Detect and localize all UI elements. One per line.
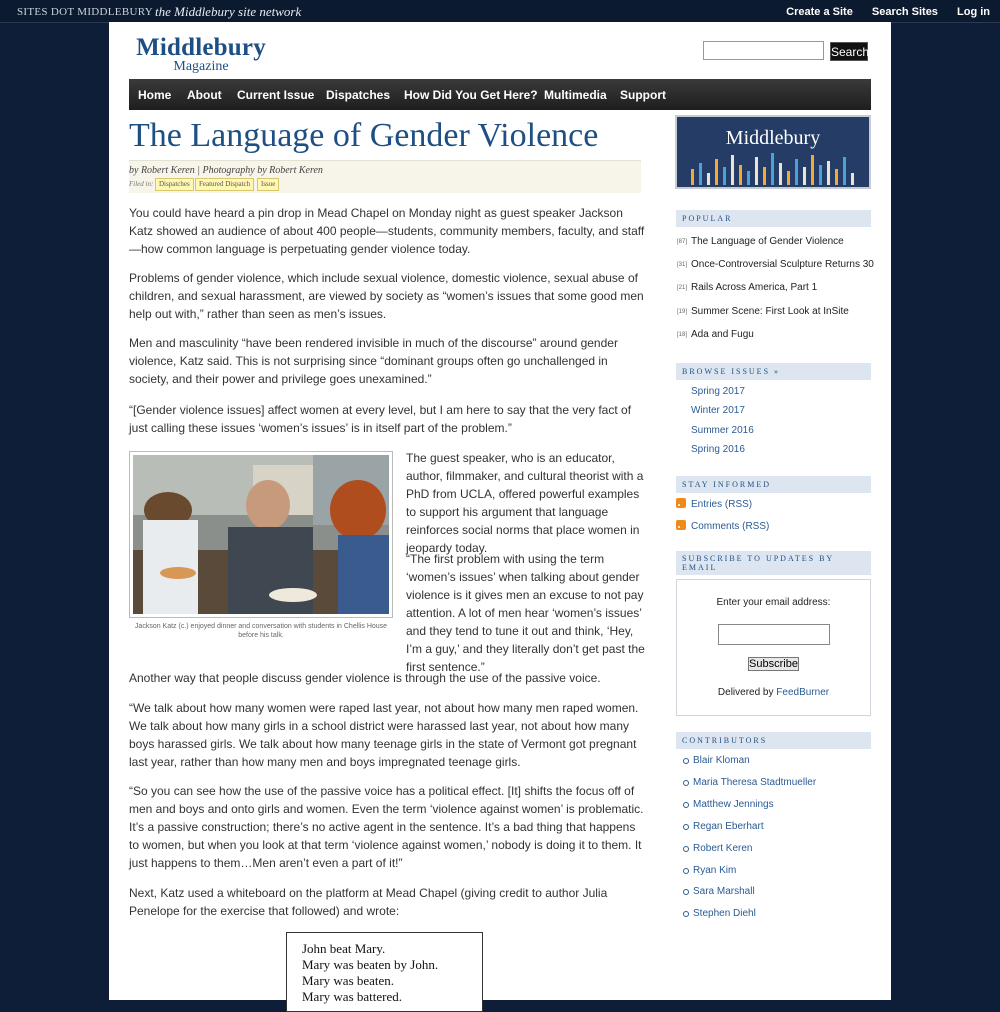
popular-item[interactable] <box>677 329 872 340</box>
contributor-link[interactable]: Sara Marshall <box>693 886 755 897</box>
popular-item[interactable] <box>677 306 872 317</box>
contributor-link[interactable]: Blair Kloman <box>693 755 750 766</box>
article-paragraph: Another way that people discuss gender violence is through the use of the passive voice. <box>129 671 601 685</box>
middlebury-banner[interactable] <box>675 115 871 189</box>
article-paragraph: Next, Katz used a whiteboard on the platform at Mead Chapel (giving credit to author Julia Penelope for the exercise that followed) and wrote: <box>129 886 608 918</box>
article-photo-frame <box>129 451 393 618</box>
popular-item[interactable] <box>677 282 872 293</box>
popular-title[interactable]: Summer Scene: First Look at InSite <box>691 306 849 317</box>
contributor-link[interactable]: Regan Eberhart <box>693 821 764 832</box>
whiteboard-line: Mary was beaten by John. <box>302 957 439 972</box>
subscribe-heading: SUBSCRIBE TO UPDATES BY EMAIL <box>676 551 871 575</box>
stay-informed-heading: STAY INFORMED <box>676 476 871 493</box>
contributor-link[interactable]: Stephen Diehl <box>693 908 756 919</box>
delivered-by <box>677 687 870 698</box>
feedburner-link[interactable]: FeedBurner <box>776 687 830 698</box>
popular-heading: POPULAR <box>676 210 871 227</box>
popular-count: [31] <box>677 262 688 268</box>
contributors-heading: CONTRIBUTORS <box>676 732 871 749</box>
issue-link[interactable]: Winter 2017 <box>691 405 745 416</box>
nav-dispatches[interactable]: Dispatches <box>326 88 391 102</box>
article-photo[interactable] <box>133 455 389 614</box>
photo-caption: Jackson Katz (c.) enjoyed dinner and conversation with students in Chellis House before his talk. <box>134 623 388 639</box>
whiteboard-image <box>286 932 483 1012</box>
tag-issue[interactable]: Issue <box>257 178 279 191</box>
popular-count: [87] <box>677 239 688 245</box>
banner-bars-graphic <box>677 117 869 187</box>
nav-multimedia[interactable]: Multimedia <box>544 88 607 102</box>
article-paragraph: Men and masculinity “have been rendered invisible in much of the discourse” around gender violence, Katz said. This is not surprising since “dominant groups often go unchallenged in society, and their power and privilege goes unexamined.” <box>129 336 618 386</box>
contributor-link[interactable]: Matthew Jennings <box>693 799 774 810</box>
popular-title[interactable]: Rails Across America, Part 1 <box>691 282 818 293</box>
comments-rss-link[interactable] <box>676 520 769 532</box>
popular-item[interactable] <box>677 236 872 247</box>
article-paragraph: “We talk about how many women were raped last year, not about how many men raped women. We talk about how many girls in a school district were harassed last year, not about how many boys harassed girls. We talk about how many teenage girls in the state of Vermont got pregnant last year, rather than how many men and boys impregnated teenage girls. <box>129 701 639 769</box>
nav-how-did-you-get-here[interactable]: How Did You Get Here? <box>404 88 538 102</box>
search-input[interactable] <box>703 41 824 60</box>
article-byline: by Robert Keren | Photography by Robert Keren <box>129 165 323 176</box>
article-paragraph: Problems of gender violence, which include sexual violence, domestic violence, sexual abuse of children, and sexual harassment, are viewed by society as “women’s issues that some good men help out with,” rather than seen as men’s issues. <box>129 271 644 321</box>
article-paragraph: “The first problem with using the term ‘women’s issues’ when talking about gender violence is it gives men an excuse to not pay attention. A lot of men hear ‘women’s issues’ and they tend to tune it out and think, ‘Hey, I’m a guy,’ and they literally don’t get past the first sentence.” <box>406 552 645 674</box>
article-paragraph: The guest speaker, who is an educator, author, filmmaker, and cultural theorist with a PhD from UCLA, offered powerful examples to support his argument that language reinforces social norms that place women in jeopardy today. <box>406 451 644 555</box>
nav-about[interactable]: About <box>187 88 222 102</box>
search-sites-link[interactable]: Search Sites <box>871 6 938 18</box>
browse-issues-heading[interactable]: BROWSE ISSUES » <box>676 363 871 380</box>
filed-in-label: Filed in: <box>129 180 154 188</box>
popular-title[interactable]: Once-Controversial Sculpture Returns 30 <box>691 259 874 270</box>
popular-count: [18] <box>677 332 688 338</box>
issue-link[interactable]: Spring 2017 <box>691 386 745 397</box>
photo-illustration <box>133 455 389 614</box>
network-links <box>770 6 990 18</box>
email-label: Enter your email address: <box>716 597 831 608</box>
email-input[interactable] <box>718 624 830 645</box>
popular-count: [19] <box>677 309 688 315</box>
issue-link[interactable]: Summer 2016 <box>691 425 754 436</box>
logo-word-middlebury: Middlebury <box>136 34 266 61</box>
whiteboard-line: Mary was battered. <box>302 989 402 1004</box>
popular-item[interactable] <box>677 259 872 270</box>
article-paragraph: You could have heard a pin drop in Mead Chapel on Monday night as guest speaker Jackson Katz showed an audience of about 400 people—students, community members, faculty, and staff—how common language is perpetuating gender violence today. <box>129 206 645 256</box>
rss-icon <box>676 498 686 508</box>
popular-title[interactable]: The Language of Gender Violence <box>691 236 844 247</box>
page-container <box>109 22 891 1004</box>
popular-title[interactable]: Ada and Fugu <box>691 329 754 340</box>
nav-current-issue[interactable]: Current Issue <box>237 88 315 102</box>
contributor-link[interactable]: Ryan Kim <box>693 865 737 876</box>
article-paragraph: “So you can see how the use of the passive voice has a political effect. [It] shifts the focus off of men and boys and onto girls and women. Even the term ‘violence against women’ is problematic. It’s a passive construction; there’s no active agent in the sentence. It’s a bad thing that happens to women, but when you look at that term ‘violence against women,’ nobody is doing it to them. It just happens to them…Men aren’t even a part of it!” <box>129 784 644 870</box>
issue-link[interactable]: Spring 2016 <box>691 444 745 455</box>
comments-rss-label[interactable]: Comments (RSS) <box>691 521 770 532</box>
network-tagline[interactable]: the Middlebury site network <box>155 4 302 19</box>
contributor-link[interactable]: Robert Keren <box>693 843 753 854</box>
main-nav <box>129 79 871 110</box>
nav-home[interactable]: Home <box>138 88 172 102</box>
delivered-by-label: Delivered by <box>717 687 774 698</box>
entries-rss-link[interactable] <box>676 498 752 510</box>
article-paragraph: “[Gender violence issues] affect women at every level, but I am here to say that the very fact of just calling these issues ‘women’s issues’ is in itself part of the problem.” <box>129 403 632 435</box>
logo-word-magazine: Magazine <box>173 59 229 74</box>
login-link[interactable]: Log in <box>957 6 990 18</box>
banner-wordmark: Middlebury <box>725 127 821 149</box>
article-title: The Language of Gender Violence <box>129 117 599 154</box>
article-meta <box>129 160 641 193</box>
subscribe-box <box>676 579 871 716</box>
tag-featured-dispatch[interactable]: Featured Dispatch <box>195 178 254 191</box>
site-logo[interactable] <box>131 34 271 74</box>
popular-count: [21] <box>677 285 688 291</box>
subscribe-button[interactable]: Subscribe <box>749 658 798 670</box>
rss-icon <box>676 520 686 530</box>
contributor-link[interactable]: Maria Theresa Stadtmueller <box>693 777 817 788</box>
create-site-link[interactable]: Create a Site <box>786 6 853 18</box>
nav-support[interactable]: Support <box>620 88 666 102</box>
entries-rss-label[interactable]: Entries (RSS) <box>691 499 753 510</box>
network-brand[interactable]: SITES DOT MIDDLEBURY <box>17 6 153 18</box>
whiteboard-line: Mary was beaten. <box>302 973 395 988</box>
tag-dispatches[interactable]: Dispatches <box>155 178 194 191</box>
search-button[interactable]: Search <box>830 42 868 61</box>
network-bar <box>0 0 1000 23</box>
whiteboard-line: John beat Mary. <box>302 941 386 956</box>
